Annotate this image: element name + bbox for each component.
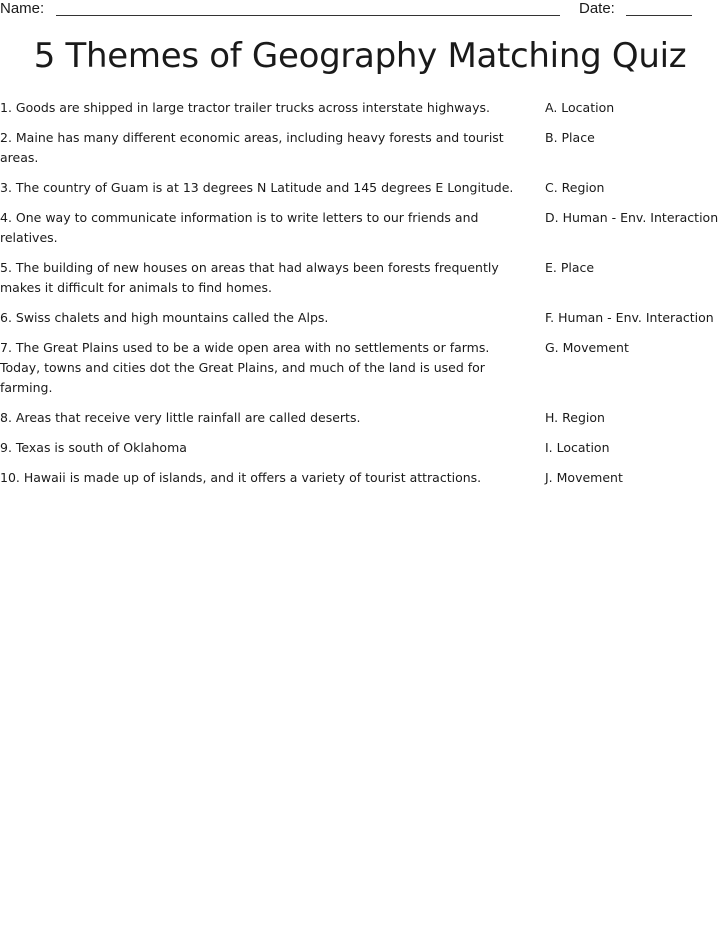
question-9: 9. Texas is south of Oklahoma	[0, 440, 187, 455]
quiz-row-6	[0, 308, 720, 328]
question-5: 5. The building of new houses on areas that had always been forests frequently makes it difficult for animals to find homes.	[0, 260, 499, 295]
name-blank	[56, 15, 560, 16]
quiz-row-10	[0, 468, 720, 488]
question-1: 1. Goods are shipped in large tractor trailer trucks across interstate highways.	[0, 100, 490, 115]
page-title: 5 Themes of Geography Matching Quiz	[33, 36, 687, 76]
quiz-list	[0, 98, 720, 498]
question-8: 8. Areas that receive very little rainfall are called deserts.	[0, 410, 361, 425]
answer-c: C. Region	[545, 180, 605, 195]
quiz-row-7	[0, 338, 720, 398]
answer-g: G. Movement	[545, 340, 629, 355]
answer-d: D. Human - Env. Interaction	[545, 210, 719, 225]
quiz-row-1	[0, 98, 720, 118]
question-6: 6. Swiss chalets and high mountains called the Alps.	[0, 310, 329, 325]
name-label: Name:	[0, 0, 45, 17]
quiz-row-5	[0, 258, 720, 298]
answer-i: I. Location	[545, 440, 610, 455]
date-blank	[626, 15, 692, 16]
quiz-row-8	[0, 408, 720, 428]
answer-j: J. Movement	[545, 470, 623, 485]
question-4: 4. One way to communicate information is to write letters to our friends and relatives.	[0, 210, 479, 245]
answer-e: E. Place	[545, 260, 595, 275]
header	[0, 0, 720, 22]
quiz-row-4	[0, 208, 720, 248]
quiz-row-2	[0, 128, 720, 168]
date-label: Date:	[579, 0, 615, 17]
question-10: 10. Hawaii is made up of islands, and it offers a variety of tourist attractions.	[0, 470, 482, 485]
answer-b: B. Place	[545, 130, 595, 145]
quiz-row-3	[0, 178, 720, 198]
answer-h: H. Region	[545, 410, 605, 425]
answer-f: F. Human - Env. Interaction	[545, 310, 714, 325]
quiz-row-9	[0, 438, 720, 458]
question-7: 7. The Great Plains used to be a wide open area with no settlements or farms. Today, towns and cities dot the Great Plains, and much of the land is used for farming.	[0, 340, 490, 395]
question-2: 2. Maine has many different economic areas, including heavy forests and tourist areas.	[0, 130, 504, 165]
question-3: 3. The country of Guam is at 13 degrees N Latitude and 145 degrees E Longitude.	[0, 180, 514, 195]
answer-a: A. Location	[545, 100, 615, 115]
